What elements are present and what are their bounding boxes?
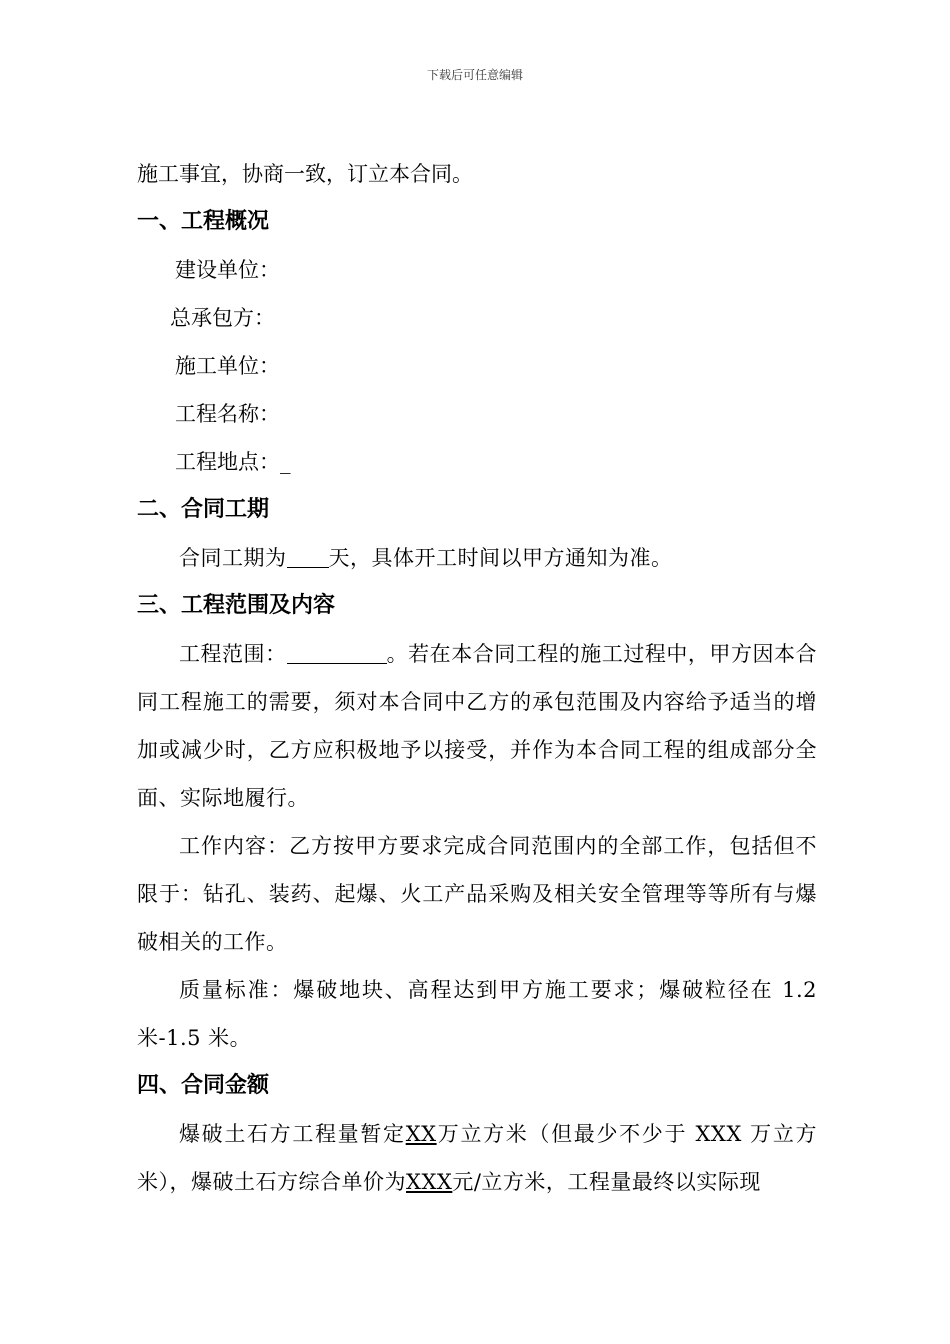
field-builder	[137, 342, 817, 390]
field-label: 工程地点：	[175, 450, 280, 474]
duration-blank	[287, 545, 329, 568]
duration-text-before: 合同工期为	[179, 546, 287, 570]
scope-text: 。若在本合同工程的施工过程中，甲方因本合同工程施工的需要，须对本合同中乙方的承包范围及内容给予适当的增加或减少时，乙方应积极地予以接受，并作为本合同工程的组成部分全面、实际地履行。	[137, 642, 818, 810]
field-construction-unit	[137, 246, 817, 294]
duration-paragraph	[137, 534, 817, 582]
document-body	[137, 150, 817, 1206]
field-label: 工程名称：	[175, 402, 280, 426]
scope-paragraph	[137, 630, 817, 822]
page-header-note: 下载后可任意编辑	[426, 68, 523, 82]
field-label: 总承包方：	[170, 306, 275, 330]
field-blank-mark: _	[280, 450, 291, 474]
section-2-title: 二、合同工期	[137, 497, 270, 522]
scope-label: 工程范围：	[179, 642, 287, 666]
section-1-title: 一、工程概况	[137, 209, 270, 234]
field-label: 施工单位：	[175, 354, 280, 378]
section-3-title: 三、工程范围及内容	[137, 593, 336, 618]
quantity-value: XX	[405, 1122, 437, 1146]
duration-text-after: 天，具体开工时间以甲方通知为准。	[328, 546, 673, 570]
field-label: 建设单位：	[175, 258, 280, 282]
amount-text-1: 爆破土石方工程量暂定	[179, 1122, 406, 1146]
field-project-location	[137, 438, 817, 486]
amount-text-3: 元/立方米，工程量最终以实际现	[452, 1170, 761, 1194]
work-content-paragraph: 工作内容：乙方按甲方要求完成合同范围内的全部工作，包括但不限于：钻孔、装药、起爆、火工产品采购及相关安全管理等等所有与爆破相关的工作。	[137, 834, 817, 954]
amount-text-2: 万立方米（但最少不少于 XXX 万立方米），爆破土石方综合单价为	[137, 1122, 818, 1194]
field-general-contractor	[137, 294, 817, 342]
section-4-title: 四、合同金额	[137, 1073, 270, 1098]
amount-paragraph	[137, 1110, 817, 1206]
unit-price-value: XXX	[406, 1170, 453, 1194]
quality-standard-paragraph: 质量标准：爆破地块、高程达到甲方施工要求；爆破粒径在 1.2 米-1.5 米。	[137, 978, 817, 1050]
field-project-name	[137, 390, 817, 438]
scope-blank	[287, 641, 387, 664]
intro-line: 施工事宜，协商一致，订立本合同。	[137, 162, 473, 186]
